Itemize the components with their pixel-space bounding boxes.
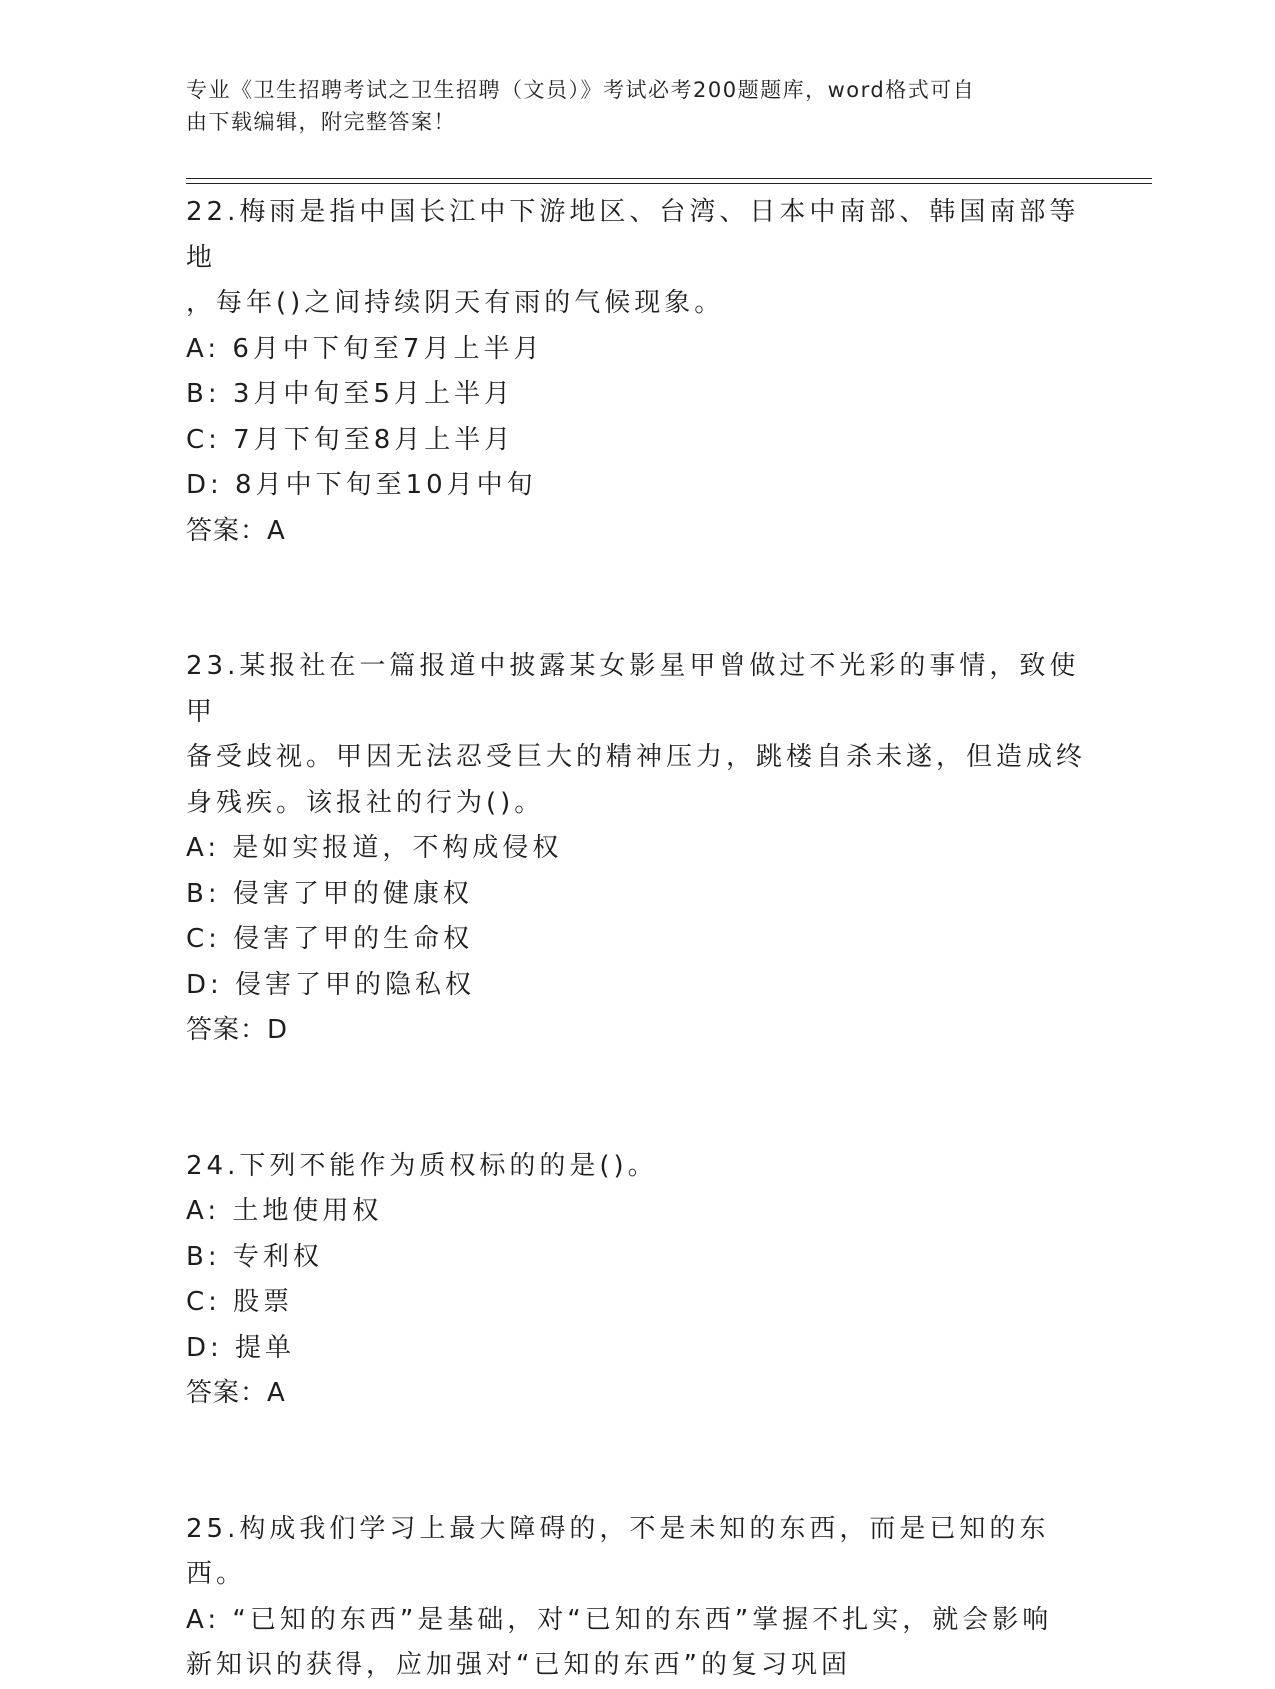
option-d: D: 8月中下旬至10月中旬 <box>186 470 537 500</box>
question-25 <box>186 1507 1086 1689</box>
option-b: B: 专利权 <box>186 1241 323 1272</box>
question-23 <box>186 644 1086 1054</box>
question-stem: 23.某报社在一篇报道中披露某女影星甲曾做过不光彩的事情，致使甲 备受歧视。甲因无法忍受巨大的精神压力，跳楼自杀未遂，但造成终 身残疾。该报社的行为()。 <box>186 651 1087 818</box>
answer-line: 答案：A <box>186 1378 286 1408</box>
question-stem: 22.梅雨是指中国长江中下游地区、台湾、日本中南部、韩国南部等地 ，每年()之间持续阴天有雨的气候现象。 <box>186 197 1080 318</box>
option-a-continued: 新知识的获得，应加强对“已知的东西”的复习巩固 <box>186 1650 851 1680</box>
option-a: A: 是如实报道，不构成侵权 <box>186 833 563 863</box>
option-d: D: 侵害了甲的隐私权 <box>186 969 476 1000</box>
question-22 <box>186 190 1086 554</box>
option-b: B: 3月中旬至5月上半月 <box>186 379 514 409</box>
option-c: C: 股票 <box>186 1287 294 1317</box>
page-header <box>186 74 1066 138</box>
option-c: C: 侵害了甲的生命权 <box>186 924 474 954</box>
option-b: B: 侵害了甲的健康权 <box>186 878 473 909</box>
question-24 <box>186 1144 1086 1417</box>
option-c: C: 7月下旬至8月上半月 <box>186 424 515 455</box>
option-a: A: “已知的东西”是基础，对“已知的东西”掌握不扎实，就会影响 <box>186 1604 1053 1635</box>
option-a: A: 6月中下旬至7月上半月 <box>186 333 544 364</box>
header-divider-bottom <box>186 183 1152 184</box>
option-a: A: 土地使用权 <box>186 1196 383 1226</box>
question-stem: 24.下列不能作为质权标的的是()。 <box>186 1150 658 1181</box>
question-stem: 25.构成我们学习上最大障碍的，不是未知的东西，而是已知的东西。 <box>186 1513 1050 1589</box>
answer-line: 答案：A <box>186 515 286 546</box>
question-list <box>186 190 1086 1689</box>
option-d: D: 提单 <box>186 1332 296 1363</box>
header-line-1: 专业《卫生招聘考试之卫生招聘（文员）》考试必考200题题库，word格式可自 <box>186 78 976 102</box>
header-line-2: 由下载编辑，附完整答案！ <box>186 110 456 134</box>
header-divider-top <box>186 178 1152 179</box>
answer-line: 答案：D <box>186 1015 289 1045</box>
